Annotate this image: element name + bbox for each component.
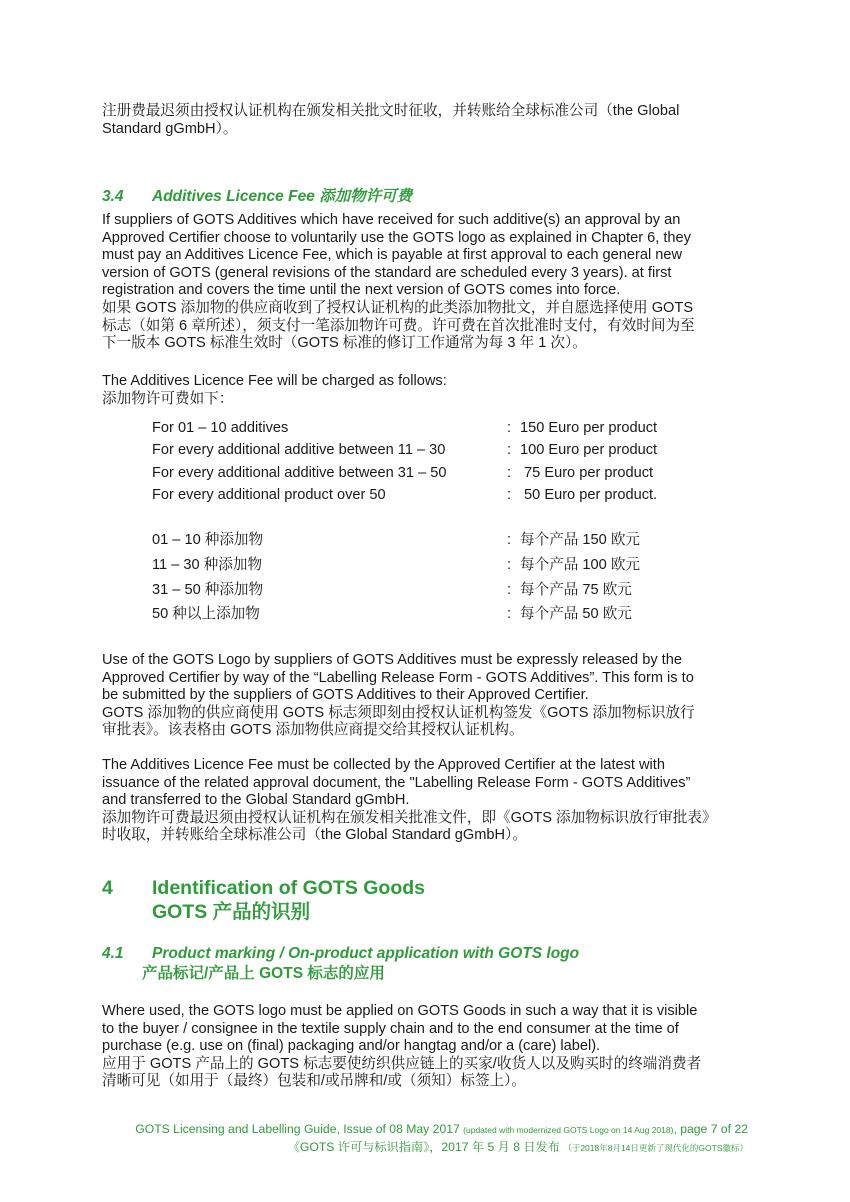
fee-intro [102, 373, 748, 408]
section-title-zh: 产品标记/产品上 GOTS 标志的应用 [142, 965, 385, 982]
fee-label: 50 种以上添加物 [152, 606, 260, 622]
fee-label: For every additional additive between 31 – 50 [152, 465, 447, 481]
fee-row [152, 420, 722, 442]
section-4-heading [102, 876, 748, 924]
section-title: Additives Licence Fee 添加物许可费 [152, 188, 413, 205]
section-3-4-paragraph-1 [102, 212, 748, 353]
fee-separator: : [507, 582, 512, 598]
section-3-4-heading [102, 188, 748, 206]
section-number: 4.1 [102, 945, 124, 962]
text-line: issuance of the related approval document, the "Labelling Release Form - GOTS Additives” [102, 774, 691, 791]
text-line: version of GOTS (general revisions of the standard are scheduled every 3 years). at first [102, 264, 672, 281]
text-line: 如果 GOTS 添加物的供应商收到了授权认证机构的此类添加物批文，并自愿选择使用 GOTS [102, 299, 694, 316]
fee-value: 100 Euro per product [520, 442, 658, 458]
footer-page-number: , page 7 of 22 [673, 1122, 748, 1136]
text-line: 添加物许可费如下： [102, 390, 234, 407]
text-line: Approved Certifier by way of the “Labelling Release Form - GOTS Additives”. This form is to [102, 669, 694, 686]
section-title: Identification of GOTS Goods [152, 877, 425, 899]
text-line: and transferred to the Global Standard gGmbH. [102, 792, 410, 809]
text-line: The Additives Licence Fee will be charged as follows: [102, 373, 447, 389]
text-line: The Additives Licence Fee must be collected by the Approved Certifier at the latest with [102, 757, 665, 773]
section-number: 3.4 [102, 188, 124, 205]
footer-title: GOTS Licensing and Labelling Guide, Issue of 08 May 2017 [135, 1122, 460, 1136]
fee-row [152, 532, 722, 554]
fee-value: 50 Euro per product. [520, 487, 658, 503]
intro-line: 注册费最迟须由授权认证机构在颁发相关批文时征收，并转账给全球标准公司（the Global [102, 103, 680, 119]
fee-value: 每个产品 75 欧元 [520, 582, 632, 598]
fee-separator: : [507, 487, 512, 503]
fee-label: 31 – 50 种添加物 [152, 582, 264, 598]
fee-separator: : [507, 532, 512, 548]
text-line: 审批表》。该表格由 GOTS 添加物供应商提交给其授权认证机构。 [102, 722, 524, 739]
text-line: 应用于 GOTS 产品上的 GOTS 标志要使纺织供应链上的买家/收货人以及购买时的终端消费者 [102, 1055, 702, 1072]
fee-value: 150 Euro per product [520, 420, 658, 436]
section-3-4-paragraph-3 [102, 757, 748, 845]
page-footer-line-2 [288, 1139, 748, 1158]
fee-separator: : [507, 465, 512, 481]
fee-label: For every additional product over 50 [152, 487, 386, 503]
text-line: purchase (e.g. use on (final) packaging and/or hangtag and/or a (care) label). [102, 1038, 601, 1055]
text-line: 标志（如第 6 章所述），须支付一笔添加物许可费。许可费在首次批准时支付，有效时间为至 [102, 317, 695, 334]
intro-line: Standard gGmbH）。 [102, 120, 238, 137]
fee-separator: : [507, 557, 512, 573]
fee-label: For 01 – 10 additives [152, 420, 289, 436]
text-line: Use of the GOTS Logo by suppliers of GOTS Additives must be expressly released by the [102, 652, 682, 668]
fee-value: 每个产品 100 欧元 [520, 557, 641, 573]
fee-separator: : [507, 420, 512, 436]
text-line: 添加物许可费最迟须由授权认证机构在颁发相关批准文件，即《GOTS 添加物标识放行审批表》 [102, 809, 717, 826]
text-line: Approved Certifier choose to voluntarily use the GOTS logo as explained in Chapter 6, they [102, 229, 691, 246]
section-title: Product marking / On-product application with GOTS logo [152, 945, 580, 962]
section-4-1-heading [102, 944, 748, 984]
fee-separator: : [507, 442, 512, 458]
text-line: must pay an Additives Licence Fee, which is payable at first approval to each general new [102, 247, 683, 264]
text-line: If suppliers of GOTS Additives which have received for such additive(s) an approval by an [102, 212, 681, 228]
fee-row [152, 606, 722, 628]
section-3-4-paragraph-2 [102, 652, 748, 740]
fee-value: 每个产品 50 欧元 [520, 606, 632, 622]
fee-value: 75 Euro per product [520, 465, 654, 481]
fee-row [152, 487, 722, 509]
fee-label: 11 – 30 种添加物 [152, 557, 263, 573]
intro-paragraph [102, 103, 748, 138]
text-line: 清晰可见（如用于（最终）包装和/或吊牌和/或（须知）标签上）。 [102, 1073, 527, 1090]
section-4-1-paragraph [102, 1003, 748, 1091]
footer-update-note: (updated with modernized GOTS Logo on 14 Aug 2018) [463, 1125, 674, 1135]
page-footer-line-1 [135, 1121, 748, 1140]
text-line: be submitted by the suppliers of GOTS Additives to their Approved Certifier. [102, 687, 589, 704]
fee-value: 每个产品 150 欧元 [520, 532, 641, 548]
text-line: 时收取，并转账给全球标准公司（the Global Standard gGmbH）。 [102, 827, 527, 844]
footer-update-note-zh: （于2018年8月14日更新了现代化的GOTS徽标） [563, 1143, 748, 1153]
fee-row [152, 582, 722, 604]
fee-row [152, 442, 722, 464]
text-line: Where used, the GOTS logo must be applied on GOTS Goods in such a way that it is visible [102, 1003, 698, 1019]
text-line: registration and covers the time until the next version of GOTS comes into force. [102, 282, 621, 299]
fee-separator: : [507, 606, 512, 622]
text-line: to the buyer / consignee in the textile supply chain and to the end consumer at the time of [102, 1020, 679, 1037]
section-title-zh: GOTS 产品的识别 [152, 901, 311, 923]
text-line: GOTS 添加物的供应商使用 GOTS 标志须即刻由授权认证机构签发《GOTS 添加物标识放行 [102, 704, 695, 721]
text-line: 下一版本 GOTS 标准生效时（GOTS 标准的修订工作通常为每 3 年 1 次）。 [102, 335, 587, 352]
section-number: 4 [102, 877, 113, 899]
fee-row [152, 465, 722, 487]
fee-row [152, 557, 722, 579]
fee-label: 01 – 10 种添加物 [152, 532, 264, 548]
fee-label: For every additional additive between 11 – 30 [152, 442, 446, 458]
footer-title-zh: 《GOTS 许可与标识指南》，2017 年 5 月 8 日发布 [287, 1140, 560, 1154]
